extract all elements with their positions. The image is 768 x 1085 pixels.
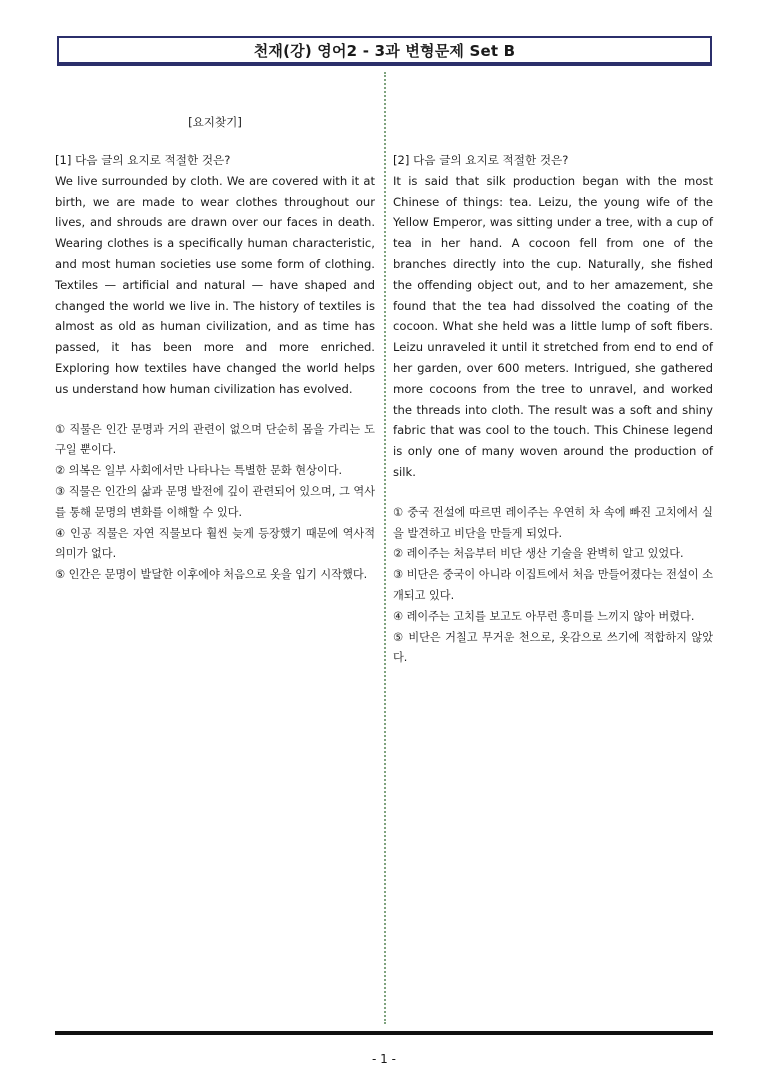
choice-2-2: ② 레이주는 처음부터 비단 생산 기술을 완벽히 알고 있었다.	[393, 547, 684, 561]
column-divider	[384, 72, 386, 1024]
question-2	[393, 150, 713, 669]
question-1-heading: [1] 다음 글의 요지로 적절한 것은?	[55, 153, 231, 167]
choice-2-5: ⑤ 비단은 거칠고 무거운 천으로, 옷감으로 쓰기에 적합하지 않았다.	[393, 630, 713, 665]
choice-2-4: ④ 레이주는 고치를 보고도 아무런 흥미를 느끼지 않아 버렸다.	[393, 609, 695, 623]
question-1-passage: We live surrounded by cloth. We are covered with it at birth, we are made to wear clothes throughout our lives, and shrouds are drawn over our faces in death. Wearing clothes is a specifically human characteristic, and most human societies use some form of clothing. Textiles — artificial and natural — have shaped and changed the world we live in. The history of textiles is almost as old as human civilization, and as time has passed, it has been more and more enriched. Exploring how textiles have changed the world helps us understand how human civilization has evolved.	[55, 173, 375, 396]
question-2-heading: [2] 다음 글의 요지로 적절한 것은?	[393, 153, 569, 167]
footer-rule	[55, 1031, 713, 1035]
choice-1-5: ⑤ 인간은 문명이 발달한 이후에야 처음으로 옷을 입기 시작했다.	[55, 568, 368, 582]
question-1-choices	[55, 420, 375, 586]
choice-1-2: ② 의복은 일부 사회에서만 나타나는 특별한 문화 현상이다.	[55, 464, 343, 478]
question-2-choices	[393, 503, 713, 669]
choice-1-3: ③ 직물은 인간의 삶과 문명 발전에 깊이 관련되어 있으며, 그 역사를 통해 문명의 변화를 이해할 수 있다.	[55, 484, 375, 519]
choice-2-3: ③ 비단은 중국이 아니라 이집트에서 처음 만들어졌다는 전설이 소개되고 있다.	[393, 568, 713, 602]
section-label: [요지찾기]	[188, 115, 242, 129]
question-1	[55, 150, 375, 586]
choice-2-1: ① 중국 전설에 따르면 레이주는 우연히 차 속에 빠진 고치에서 실을 발견하고 비단을 만들게 되었다.	[393, 505, 713, 540]
page-title: 천재(강) 영어2 - 3과 변형문제 Set B	[57, 36, 712, 64]
question-2-passage: It is said that silk production began with the most Chinese of things: tea. Leizu, the young wife of the Yellow Emperor, was sitting under a tree, with a cup of tea in her hand. A cocoon fell from one of the branches directly into the cup. Naturally, she fished the offending object out, and to her amazement, she found that the tea had dissolved the coating of the cocoon. What she held was a little lump of soft fibers. Leizu unraveled it until it stretched from end to end of her garden, over 600 meters. Intrigued, she gathered more cocoons from the tree to unravel, and worked the threads into cloth. The result was a soft and shiny fabric that was cool to the touch. This Chinese legend is only one of many woven around the production of silk.	[393, 173, 713, 479]
choice-1-4: ④ 인공 직물은 자연 직물보다 훨씬 늦게 등장했기 때문에 역사적 의미가 없다.	[55, 526, 375, 561]
page-number: - 1 -	[372, 1052, 396, 1066]
choice-1-1: ① 직물은 인간 문명과 거의 관련이 없으며 단순히 몸을 가리는 도구일 뿐이다.	[55, 422, 375, 457]
